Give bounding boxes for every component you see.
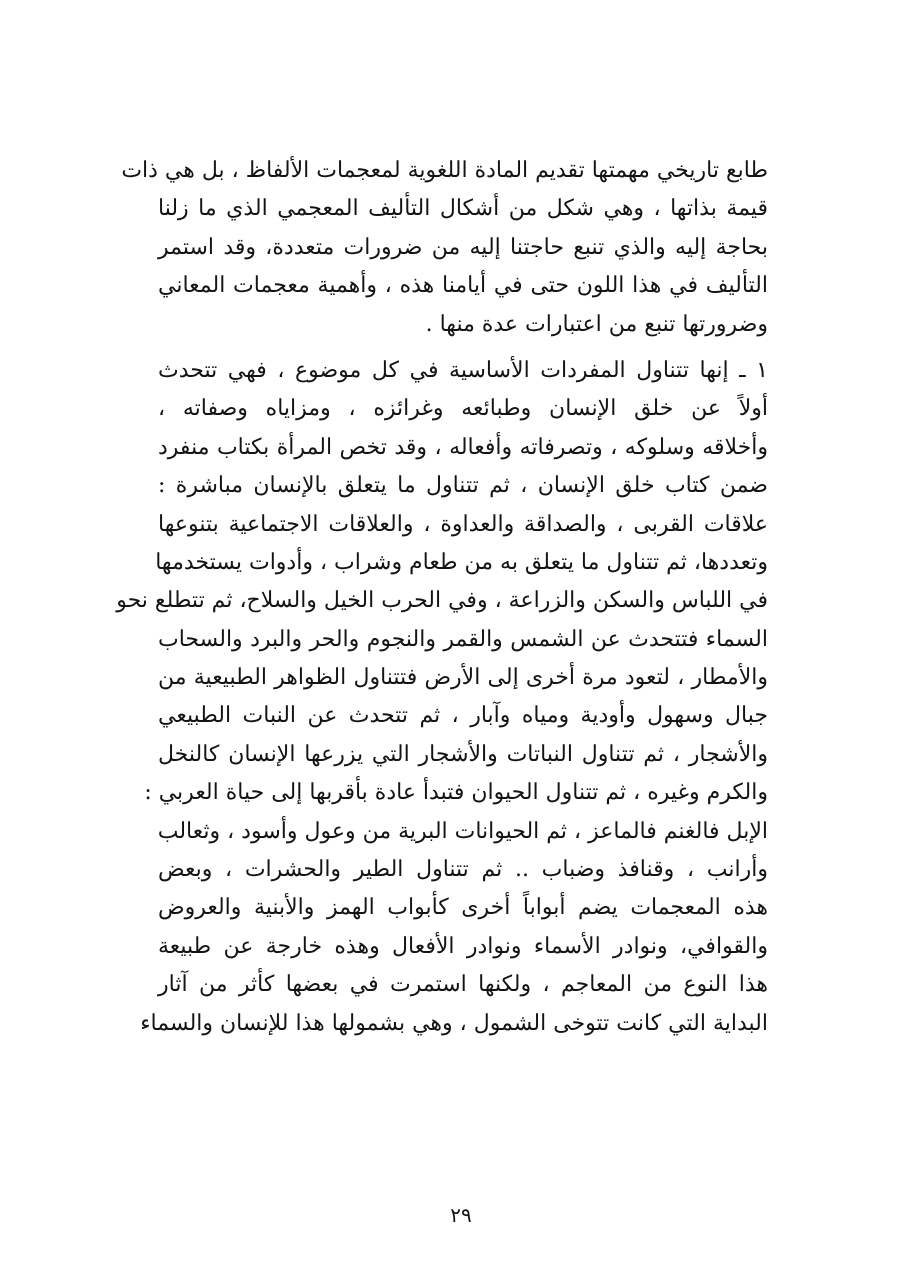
text-line: السماء فتتحدث عن الشمس والقمر والنجوم والحر والبرد والسحاب: [158, 626, 768, 652]
text-line: علاقات القربى ، والصداقة والعداوة ، والعلاقات الاجتماعية بتنوعها: [158, 511, 768, 537]
text-line: وأرانب ، وقنافذ وضباب .. ثم تتناول الطير والحشرات ، وبعض: [158, 857, 768, 883]
text-line: والأمطار ، لتعود مرة أخرى إلى الأرض فتتناول الظواهر الطبيعية من: [158, 665, 768, 691]
text-line: الإبل فالغنم فالماعز ، ثم الحيوانات البرية من وعول وأسود ، وثعالب: [157, 818, 768, 844]
text-line: في اللباس والسكن والزراعة ، وفي الحرب الخيل والسلاح، ثم تتطلع نحو: [116, 588, 768, 614]
paragraph-gap: [158, 344, 768, 352]
text-line: ١ ـ إنها تتناول المفردات الأساسية في كل موضوع ، فهي تتحدث: [158, 357, 768, 383]
text-line: قيمة بذاتها ، وهي شكل من أشكال التأليف المعجمي الذي ما زلنا: [158, 196, 768, 222]
text-line: والأشجار ، ثم تتناول النباتات والأشجار التي يزرعها الإنسان كالنخل: [158, 741, 768, 767]
text-line: البداية التي كانت تتوخى الشمول ، وهي بشمولها هذا للإنسان والسماء: [140, 1010, 768, 1036]
text-line: هذه المعجمات يضم أبواباً أخرى كأبواب الهمز والأبنية والعروض: [158, 895, 768, 921]
text-line: ضمن كتاب خلق الإنسان ، ثم تتناول ما يتعلق بالإنسان مباشرة :: [158, 473, 768, 499]
text-line: التأليف في هذا اللون حتى في أيامنا هذه ، وأهمية معجمات المعاني: [158, 273, 768, 299]
text-line: هذا النوع من المعاجم ، ولكنها استمرت في بعضها كأثر من آثار: [158, 972, 768, 998]
text-line: والكرم وغيره ، ثم تتناول الحيوان فتبدأ عادة بأقربها إلى حياة العربي :: [144, 780, 768, 806]
text-line: وضرورتها تنبع من اعتبارات عدة منها .: [425, 311, 768, 337]
text-line: والقوافي، ونوادر الأسماء ونوادر الأفعال وهذه خارجة عن طبيعة: [158, 933, 768, 959]
text-line: وتعددها، ثم تتناول ما يتعلق به من طعام وشراب ، وأدوات يستخدمها: [155, 549, 768, 575]
body-text: [116, 152, 768, 1043]
text-line: وأخلاقه وسلوكه ، وتصرفاته وأفعاله ، وقد تخص المرأة بكتاب منفرد: [158, 434, 768, 460]
text-line: طابع تاريخي مهمتها تقديم المادة اللغوية لمعجمات الألفاظ ، بل هي ذات: [121, 158, 768, 183]
page-number: ٢٩: [450, 1203, 472, 1227]
text-line: أولاً عن خلق الإنسان وطبائعه وغرائزه ، ومزاياه وصفاته ،: [158, 396, 768, 422]
text-line: بحاجة إليه والذي تنبع حاجتنا إليه من ضرورات متعددة، وقد استمر: [158, 234, 768, 260]
text-line: جبال وسهول وأودية ومياه وآبار ، ثم تتحدث عن النبات الطبيعي: [158, 703, 768, 729]
